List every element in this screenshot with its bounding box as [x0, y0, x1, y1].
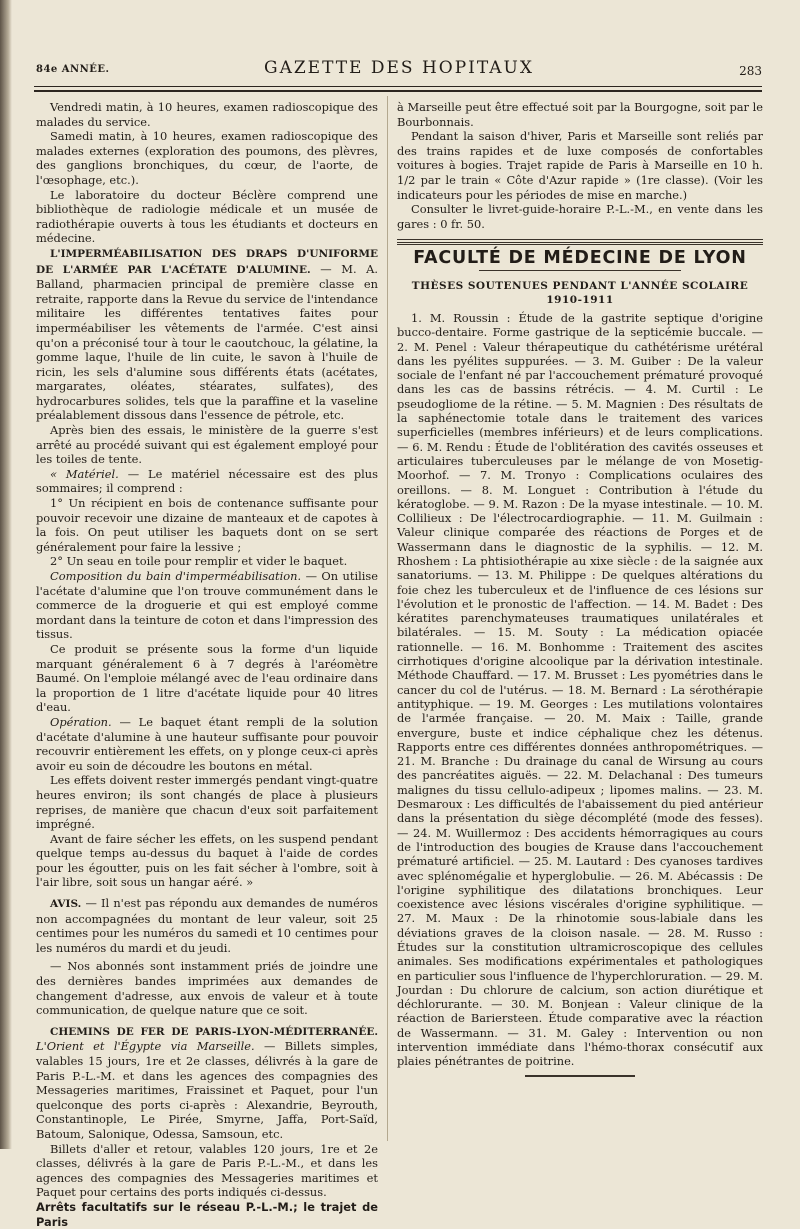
paragraph-text: — Billets simples, valables 15 jours, 1re et 2e classes, délivrés à la gare de Paris P.-L.-M. et dans les agences des compagnies des Messageries maritimes, Fraissinet et Paquet, pour l'un quelconque des ports ci-après : Alexandrie, Beyrouth, Constantinople, Le Pirée, Smyrne, Jaffa, Port-Saïd, Batoum, Salonique, Odessa, Samsoun, etc. — [36, 1039, 379, 1141]
paragraph: Samedi matin, à 10 heures, examen radioscopique des malades externes (exploration des poumons, des plèvres, des ganglions bronchiques, du cœur, de l'aorte, de l'œsophage, etc.). — [36, 129, 378, 187]
paragraph: — Nos abonnés sont instamment priés de joindre une des dernières bandes imprimées aux demandes de changement d'adresse, aux envois de valeur et à toute communication, de quelque nature que ce soit. — [36, 959, 378, 1018]
paragraph: Billets d'aller et retour, valables 120 jours, 1re et 2e classes, délivrés à la gare de Paris P.-L.-M., et dans les agences des compagnies des Messageries maritimes et Paquet pour certains des ports indiqués ci-dessus. — [36, 1141, 378, 1200]
materiel-paragraph — [36, 467, 378, 496]
header-rule — [34, 86, 762, 87]
theses-year: 1910-1911 — [546, 293, 614, 306]
paragraph: Ce produit se présente sous la forme d'un liquide marquant généralement 6 à 7 degrés à l'aréomètre Baumé. On l'emploie mélangé avec de l'eau ordinaire dans la proportion de 1 litre d'acétate liquide pour 40 litres d'eau. — [36, 641, 378, 715]
paragraph-text: — Il n'est pas répondu aux demandes de numéros non accompagnées du montant de leur valeur, soit 25 centimes pour les numéros du samedi et 10 centimes pour les numéros du mardi et du jeudi. — [36, 896, 378, 955]
avis-paragraph — [36, 896, 378, 955]
paragraph: Arrêts facultatifs sur le réseau P.-L.-M.; le trajet de Paris — [36, 1199, 378, 1229]
section-divider — [397, 239, 763, 245]
paragraph: Après bien des essais, le ministère de la guerre s'est arrêté au procédé suivant qui est également employé pour les toiles de tente. — [36, 423, 378, 467]
paragraph: à Marseille peut être effectué soit par la Bourgogne, soit par le Bourbonnais. — [397, 100, 763, 129]
page-binding-edge — [0, 0, 12, 1149]
paragraph: Le laboratoire du docteur Béclère comprend une bibliothèque de radiologie médicale et un musée de radiothérapie ouverts à tous les étudiants et docteurs en médecine. — [36, 187, 378, 246]
article-text: — M. A. Balland, pharmacien principal de première classe en retraite, rapporte dans la Revue du service de l'intendance militaire les différentes tentatives faites pour imperméabiliser les vêtements de l'armée. C'est ainsi qu'on a préconisé tour à tour le caoutchouc, la gélatine, la gomme laque, l'huile de lin cuite, le savon à l'huile de ricin, les sels d'alumine sous différents états (acétates, margarates, oléates, stéarates, sulfates), des hydrocarbures solides, tels que la paraffine et la vaseline préalablement dissous dans l'essence de pétrole, etc. — [36, 261, 379, 423]
composition-paragraph — [36, 569, 378, 642]
paragraph: Les effets doivent rester immergés pendant vingt-quatre heures environ; ils sont changés de place à plusieurs reprises, de manière que chacun d'eux soit parfaitement imprégné. — [36, 773, 378, 832]
article-heading: CHEMINS DE FER DE PARIS-LYON-MÉDITERRANÉE. — [50, 1025, 378, 1038]
theses-list: 1. M. Roussin : Étude de la gastrite septique d'origine bucco-dentaire. Forme gastrique de la septicémie buccale. — 2. M. Penel : Valeur thérapeutique du cathétérisme urétéral dans les pyélites suppurées. — 3. M. Guiber : De la valeur sociale de l'enfant né par l'accouchement prématuré provoqué dans les cas de bassins rétrécis. — 4. M. Curtil : Le pseudogliome de la rétine. — 5. M. Magnien : Des résultats de la saphénectomie totale dans le traitement des varices superficielles (membres inférieurs) et de leurs complications. — 6. M. Rendu : Étude de l'oblitération des cavités osseuses et articulaires tuberculeuses par le mélange de von Mosetig-Moorhof. — 7. M. Tronyo : Complications oculaires des oreillons. — 8. M. Longuet : Contribution à l'étude du kératoglobe. — 9. M. Razon : De la myase intestinale. — 10. M. Collilieux : De l'électrocardiographie. — 11. M. Guilmain : Valeur clinique comparée des réactions de Porges et de Wassermann dans le diagnostic de la syphilis. — 12. M. Rhoshem : La phtisiothérapie au xixe siècle : de la saignée aux sanatoriums. — 13. M. Philippe : De quelques altérations du foie chez les tuberculeux et de l'influence de ces lésions sur l'évolution et le pronostic de l'affection. — 14. M. Badet : Des kératites parenchymateuses traumatiques unilatérales et bilatérales. — 15. M. Souty : La médication opiacée rationnelle. — 16. M. Bonhomme : Traitement des ascites cirrhotiques d'origine alcoolique par la dérivation intestinale. Méthode Chauffard. — 17. M. Brusset : Les pyométries dans le cancer du col de l'utérus. — 18. M. Bernard : La sérothérapie antityphique. — 19. M. Georges : Les mutilations volontaires de l'armée française. — 20. M. Maix : Taille, grande envergure, buste et indice céphalique chez les détenus. Rapports entre ces différentes données anthropométriques. — 21. M. Branche : Du drainage du canal de Wirsung au cours des pancréatites aiguës. — 22. M. Delachanal : Des tumeurs malignes du tissu cellulo-adipeux ; lipomes malins. — 23. M. Desmaroux : Les difficultés de l'abaissement du pied antérieur dans la présentation du siège décomplété (mode des fesses). — 24. M. Wuillermoz : Des accidents hémorragiques au cours de l'introduction des bougies de Krause dans l'accouchement prématuré artificiel. — 25. M. Lautard : Des cyanoses tardives avec splénomégalie et hyperglobulie. — 26. M. Abécassis : De l'origine syphilitique des dilatations bronchiques. Leur coexistence avec lésions viscérales d'origine syphilitique. — 27. M. Maux : De la rhinotomie sous-labiale dans les déviations graves de la cloison nasale. — 28. M. Russo : Études sur la constitution ultramicroscopique des cellules animales. Ses modifications expérimentales et pathologiques en particulier sous l'influence de l'hyperchloruration. — 29. M. Jourdan : Du chlorure de calcium, son action diurétique et déchlorurante. — 30. M. Bonjean : Valeur clinique de la réaction de Bariersteen. Étude comparative avec la réaction de Wassermann. — 31. M. Galey : Intervention ou non intervention immédiate dans l'hémo-thorax consécutif aux plaies pénétrantes de poitrine. — [397, 310, 763, 1069]
header-rule-thick — [34, 90, 762, 92]
footer-ornament — [525, 1075, 635, 1077]
section-title: FACULTÉ DE MÉDECINE DE LYON — [413, 248, 747, 269]
paragraph-text: — On utilise l'acétate d'alumine que l'on trouve communément dans le commerce de la droguerie et qui est employé comme mordant dans la teinture de coton et dans l'impression des tissus. — [36, 569, 378, 642]
theses-title: THÈSES SOUTENUES PENDANT L'ANNÉE SCOLAIRE — [411, 279, 749, 292]
column-separator — [387, 96, 388, 1141]
left-column — [36, 100, 378, 1229]
operation-paragraph — [36, 715, 378, 773]
paragraph-text: — Le baquet étant rempli de la solution d'acétate d'alumine à une hauteur suffisante pour pouvoir recouvrir entièrement les effets, on y plonge ceux-ci après avoir eu soin de découdre les boutons en métal. — [36, 714, 378, 773]
paragraph: Vendredi matin, à 10 heures, examen radioscopique des malades du service. — [36, 100, 378, 129]
paragraph: Consulter le livret-guide-horaire P.-L.-M., en vente dans les gares : 0 fr. 50. — [397, 202, 763, 231]
header-title: GAZETTE DES HOPITAUX — [263, 58, 534, 78]
paragraph: Avant de faire sécher les effets, on les suspend pendant quelque temps au-dessus du baquet à l'aide de cordes pour les égoutter, puis on les fait sécher à l'ombre, soit à l'air libre, soit sous un hangar aéré. » — [36, 831, 378, 890]
theses-heading — [397, 279, 763, 307]
list-item: 1° Un récipient en bois de contenance suffisante pour pouvoir recevoir une dizaine de manteaux et de capotes à la fois. On peut utiliser les baquets dont on se sert généralement pour faire la lessive ; — [36, 496, 378, 554]
right-column — [397, 100, 763, 1077]
chemins-paragraph — [36, 1024, 378, 1142]
article-heading: AVIS. — [50, 898, 82, 911]
header-year: 84e ANNÉE. — [36, 64, 110, 75]
subsection-label: Composition du bain d'imperméabilisation. — [50, 569, 302, 583]
title-rule — [479, 270, 680, 271]
article-impermeabilisation — [36, 246, 378, 423]
article-subtitle: L'Orient et l'Égypte via Marseille. — [36, 1039, 255, 1054]
list-item: 2° Un seau en toile pour remplir et vider le baquet. — [50, 554, 348, 569]
subsection-label: « Matériel. — [50, 466, 119, 481]
running-header — [36, 58, 762, 82]
header-page-number: 283 — [739, 64, 762, 78]
paragraph-text: — Le matériel nécessaire est des plus sommaires; il comprend : — [36, 466, 378, 496]
article-heading: L'IMPERMÉABILISATION DES DRAPS D'UNIFORME DE L'ARMÉE PAR L'ACÉTATE D'ALUMINE. — [36, 247, 378, 276]
paragraph: Pendant la saison d'hiver, Paris et Marseille sont reliés par des trains rapides et de luxe composés de confortables voitures à bogies. Trajet rapide de Paris à Marseille en 10 h. 1/2 par le train « Côte d'Azur rapide » (1re classe). (Voir les indicateurs pour les périodes de mise en marche.) — [397, 129, 763, 202]
subsection-label: Opération. — [50, 714, 112, 729]
